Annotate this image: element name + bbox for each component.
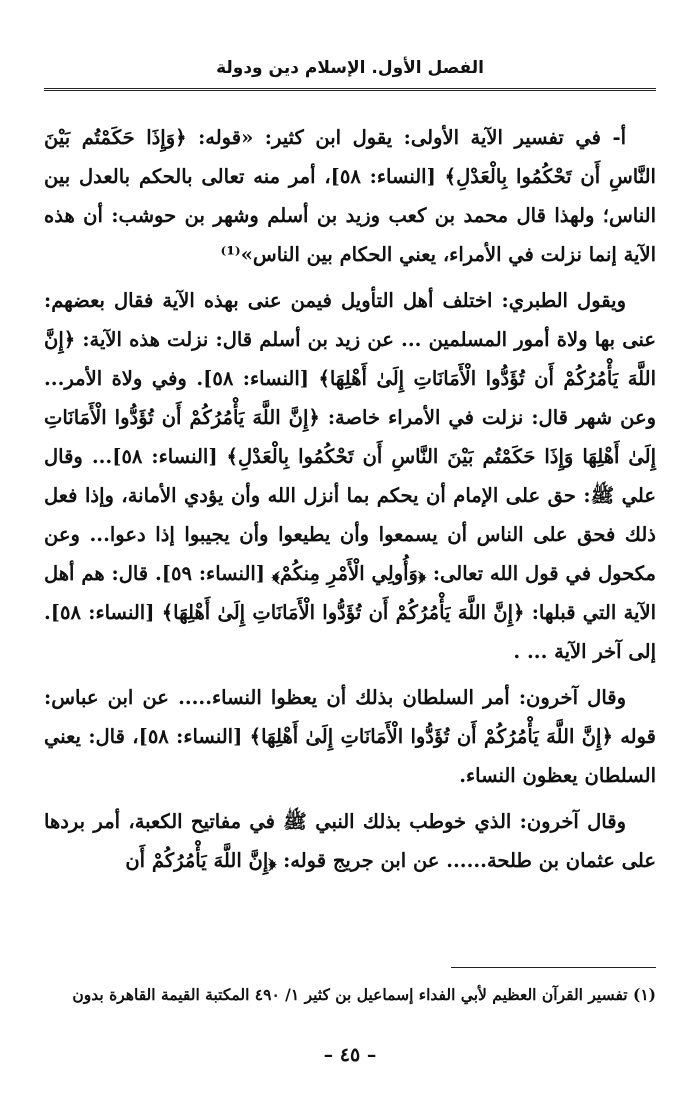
header-rule: [44, 88, 656, 91]
page-number: – ٤٥ –: [323, 1044, 377, 1066]
running-header: الفصل الأول. الإسلام دين ودولة: [216, 58, 484, 78]
paragraph-4: وقال آخرون: الذي خوطب بذلك النبي ﷺ في مفاتيح الكعبة، أمر بردها على عثمان بن طلحة...... عن ابن جريج قوله: ﴿إِنَّ اللَّهَ يَأْمُرُكُمْ أَن: [44, 810, 656, 872]
page-body: [44, 118, 656, 887]
footnote: (١) تفسير القرآن العظيم لأبي الفداء إسماعيل بن كثير ١/ ٤٩٠ المكتبة القيمة القاهرة بدون: [72, 985, 656, 1004]
paragraph-3: وقال آخرون: أمر السلطان بذلك أن يعظوا النساء..... عن ابن عباس: قوله ﴿إِنَّ اللَّهَ يَأْمُرُكُمْ أَن تُؤَدُّوا الْأَمَانَاتِ إِلَىٰ أَهْلِهَا﴾ [النساء: ٥٨]، قال: يعني السلطان يعظون النساء.: [44, 686, 657, 787]
book-page: [44, 0, 656, 1101]
paragraph-1: أ- في تفسير الآية الأولى: يقول ابن كثير: «قوله: ﴿وَإِذَا حَكَمْتُم بَيْنَ النَّاسِ أَن تَحْكُمُوا بِالْعَدْلِ﴾ [النساء: ٥٨]، أمر منه تعالى بالحكم بالعدل بين الناس؛ ولهذا قال محمد بن كعب وزيد بن أسلم وشهر بن حوشب: أن هذه الآية إنما نزلت في الأمراء، يعني الحكام بين الناس»⁽¹⁾: [44, 126, 656, 266]
paragraph-2: ويقول الطبري: اختلف أهل التأويل فيمن عنى بهذه الآية فقال بعضهم: عنى بها ولاة أمور المسلمين ... عن زيد بن أسلم قال: نزلت هذه الآية: ﴿إِنَّ اللَّهَ يَأْمُرُكُمْ أَن تُؤَدُّوا الْأَمَانَاتِ إِلَىٰ أَهْلِهَا﴾ [النساء: ٥٨]. وفي ولاة الأمر... وعن شهر قال: نزلت في الأمراء خاصة: ﴿إِنَّ اللَّهَ يَأْمُرُكُمْ أَن تُؤَدُّوا الْأَمَانَاتِ إِلَىٰ أَهْلِهَا وَإِذَا حَكَمْتُم بَيْنَ النَّاسِ أَن تَحْكُمُوا بِالْعَدْلِ﴾ [النساء: ٥٨]... وقال علي ﷺ: حق على الإمام أن يحكم بما أنزل الله وأن يؤدي الأمانة، وإذا فعل ذلك فحق على الناس أن يسمعوا وأن يطيعوا وأن يجيبوا إذا دعوا... وعن مكحول في قول الله تعالى: ﴿وَأُولِي الْأَمْرِ مِنكُمْ﴾ [النساء: ٥٩]. قال: هم أهل الآية التي قبلها: ﴿إِنَّ اللَّهَ يَأْمُرُكُمْ أَن تُؤَدُّوا الْأَمَانَاتِ إِلَىٰ أَهْلِهَا﴾ [النساء: ٥٨]. إلى آخر الآية ... .: [44, 289, 656, 663]
footnote-rule: [451, 967, 656, 968]
